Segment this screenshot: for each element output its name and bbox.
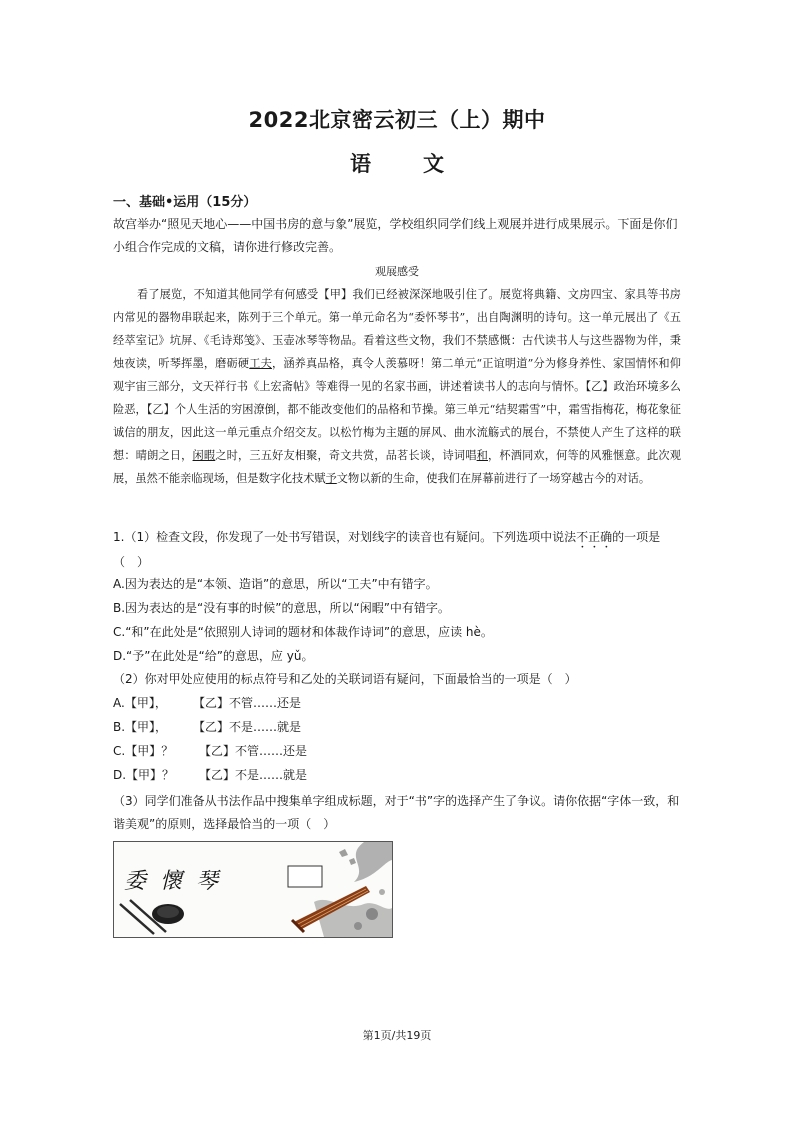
calligraphy-char: 懷 [160,869,197,894]
essay-text: 看了展览，不知道其他同学有何感受【甲】我们已经被深深地吸引住了。展览将典籍、文房四宝、家具等书房内常见的器物串联起来，陈列于三个单元。第一单元命名为“委怀琴书”，出自陶渊明的诗句。这一单元展出了《五经萃室记》坑屏、《毛诗郑笺》、玉壶冰琴等物品。看着这些文物，我们不禁感慨：古代读书人与这些器物为伴，秉烛夜读，听琴挥墨，磨砺硬 [113,288,681,370]
question-2-option-d: D.【甲】？ 【乙】不是……就是 [113,768,308,782]
question-2-option-c: C.【甲】？ 【乙】不管……还是 [113,744,308,758]
question-1-option-a: A.因为表达的是“本领、造诣”的意思，所以“工夫”中有错字。 [113,577,438,591]
calligraphy-characters [124,864,232,895]
question-1-option-c: C.“和”在此处是“依照别人诗词的题材和体裁作诗词”的意思，应读 hè。 [113,625,493,639]
underlined-word: 工夫 [249,357,272,370]
essay-text: ，杯酒同欢，何等的风雅惬意。此次观展，虽然不能亲临现场，但是数字化技术赋 [113,449,681,485]
underlined-word: 予 [325,472,337,485]
underlined-word: 和 [476,449,488,462]
essay-text: 文物以新的生命，使我们在屏幕前进行了一场穿越古今的对话。 [336,472,651,485]
page-footer: 第1页/共19页 [362,1029,432,1042]
essay-text: 之时，三五好友相聚，奇文共赏，品茗长谈，诗词唱 [215,449,477,462]
emphasis-text: 不正确 [576,530,613,544]
essay-text: ，涵养真品格，真令人羡慕呀！第二单元“正谊明道”分为修身养性、家国情怀和仰观宇宙三部分，文天祥行书《上宏斋帖》等难得一见的名家书画，讲述着读书人的志向与情怀。【乙】政治环境多么险恶，【乙】个人生活的穷困潦倒，都不能改变他们的品格和节操。第三单元“结契霜雪”中，霜雪指梅花，梅花象征诚信的朋友，因此这一单元重点介绍交友。以松竹梅为主题的屏风、曲水流觞式的展台，不禁使人产生了这样的联想：晴朗之日， [113,357,681,462]
question-2-option-b: B.【甲】， 【乙】不是……就是 [113,720,302,734]
subject-char-1: 语 [350,152,371,176]
question-3-stem: （3）同学们准备从书法作品中搜集单字组成标题，对于“书”字的选择产生了争议。请你依据“字体一致，和谐美观”的原则，选择最恰当的一项（ ） [113,794,680,831]
exam-subject [0,148,794,178]
calligraphy-image [113,841,393,938]
intro-paragraph: 故宫举办“照见天地心——中国书房的意与象”展览，学校组织同学们线上观展并进行成果展示。下面是你们小组合作完成的文稿，请你进行修改完善。 [113,217,678,254]
essay-paragraph [113,283,681,490]
section-heading: 一、基础•运用（15分） [113,195,257,210]
exam-title: 2022北京密云初三（上）期中 [248,108,546,132]
subject-char-2: 文 [423,152,444,176]
ink-wash-decoration [314,842,392,937]
question-1-option-d: D.“予”在此处是“给”的意思，应 yǔ。 [113,649,314,663]
question-2-stem: （2）你对甲处应使用的标点符号和乙处的关联词语有疑问，下面最恰当的一项是（ ） [113,672,577,686]
question-2-option-a: A.【甲】， 【乙】不管……还是 [113,696,302,710]
question-1-option-b: B.因为表达的是“没有事的时候”的意思，所以“闲暇”中有错字。 [113,601,450,615]
blank-character-box [288,866,322,887]
question-1-stem: 1.（1）检查文段，你发现了一处书写错误，对划线字的读音也有疑问。下列选项中说法不正确的一项是（ ） [113,530,661,569]
calligraphy-char: 琴 [196,869,233,894]
calligraphy-char: 委 [124,869,161,894]
inkstone-icon [120,900,184,934]
underlined-word: 闲暇 [192,449,216,462]
essay-title: 观展感受 [375,265,419,278]
